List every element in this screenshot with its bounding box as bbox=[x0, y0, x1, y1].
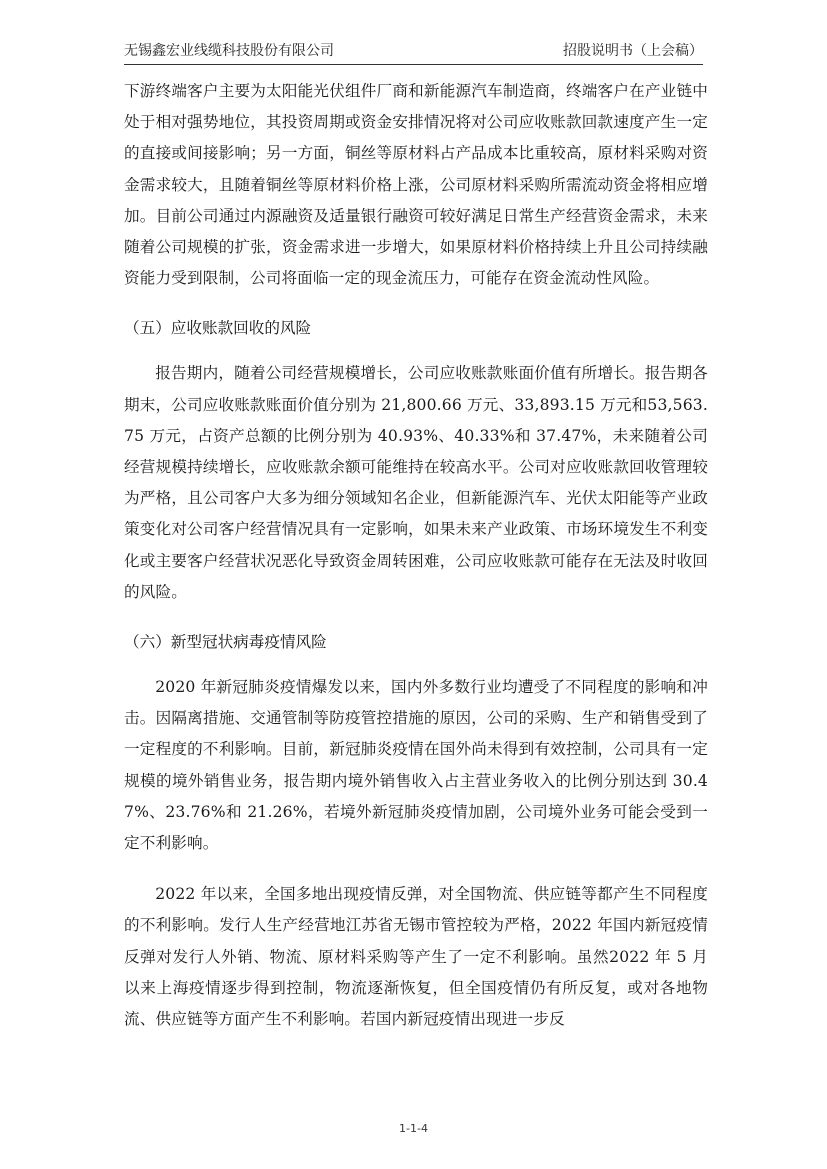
section-heading-covid-risk: （六）新型冠状病毒疫情风险 bbox=[124, 633, 327, 652]
page-body bbox=[124, 76, 708, 1055]
page-number: 1-1-4 bbox=[399, 1122, 428, 1135]
section-heading-receivables-risk: （五）应收账款回收的风险 bbox=[124, 319, 312, 338]
paragraph-receivables-risk: 报告期内，随着公司经营规模增长，公司应收账款账面价值有所增长。报告期各期末，公司应收账款账面价值分别为 21,800.66 万元、33,893.15 万元和53,563.75 万元，占资产总额的比例分别为 40.93%、40.33%和 37.47%，未来随着公司经营规模持续增长，应收账款余额可能维持在较高水平。公司对应收账款回收管理较为严格，且公司客户大多为细分领域知名企业，但新能源汽车、光伏太阳能等产业政策变化对公司客户经营情况具有一定影响，如果未来产业政策、市场环境发生不利变化或主要客户经营状况恶化导致资金周转困难，公司应收账款可能存在无法及时收回的风险。 bbox=[124, 364, 708, 601]
page-header bbox=[124, 38, 703, 65]
header-company-name: 无锡鑫宏业线缆科技股份有限公司 bbox=[124, 43, 334, 59]
paragraph-covid-risk-overseas: 2020 年新冠肺炎疫情爆发以来，国内外多数行业均遭受了不同程度的影响和冲击。因隔离措施、交通管制等防疫管控措施的原因，公司的采购、生产和销售受到了一定程度的不利影响。目前，新冠肺炎疫情在国外尚未得到有效控制，公司具有一定规模的境外销售业务，报告期内境外销售收入占主营业务收入的比例分别达到 30.47%、23.76%和 21.26%，若境外新冠肺炎疫情加剧，公司境外业务可能会受到一定不利影响。 bbox=[124, 678, 708, 853]
paragraph-liquidity-risk-continued: 下游终端客户主要为太阳能光伏组件厂商和新能源汽车制造商，终端客户在产业链中处于相对强势地位，其投资周期或资金安排情况将对公司应收账款回款速度产生一定的直接或间接影响；另一方面，铜丝等原材料占产品成本比重较高，原材料采购对资金需求较大，且随着铜丝等原材料价格上涨，公司原材料采购所需流动资金将相应增加。目前公司通过内源融资及适量银行融资可较好满足日常生产经营资金需求，未来随着公司规模的扩张，资金需求进一步增大，如果原材料价格持续上升且公司持续融资能力受到限制，公司将面临一定的现金流压力，可能存在资金流动性风险。 bbox=[124, 82, 708, 288]
header-document-type: 招股说明书（上会稿） bbox=[563, 43, 703, 59]
paragraph-covid-risk-domestic: 2022 年以来，全国多地出现疫情反弹，对全国物流、供应链等都产生不同程度的不利影响。发行人生产经营地江苏省无锡市管控较为严格，2022 年国内新冠疫情反弹对发行人外销、物流、原材料采购等产生了一定不利影响。虽然2022 年 5 月以来上海疫情逐步得到控制，物流逐渐恢复，但全国疫情仍有所反复，或对各地物流、供应链等方面产生不利影响。若国内新冠疫情出现进一步反 bbox=[124, 885, 708, 1029]
